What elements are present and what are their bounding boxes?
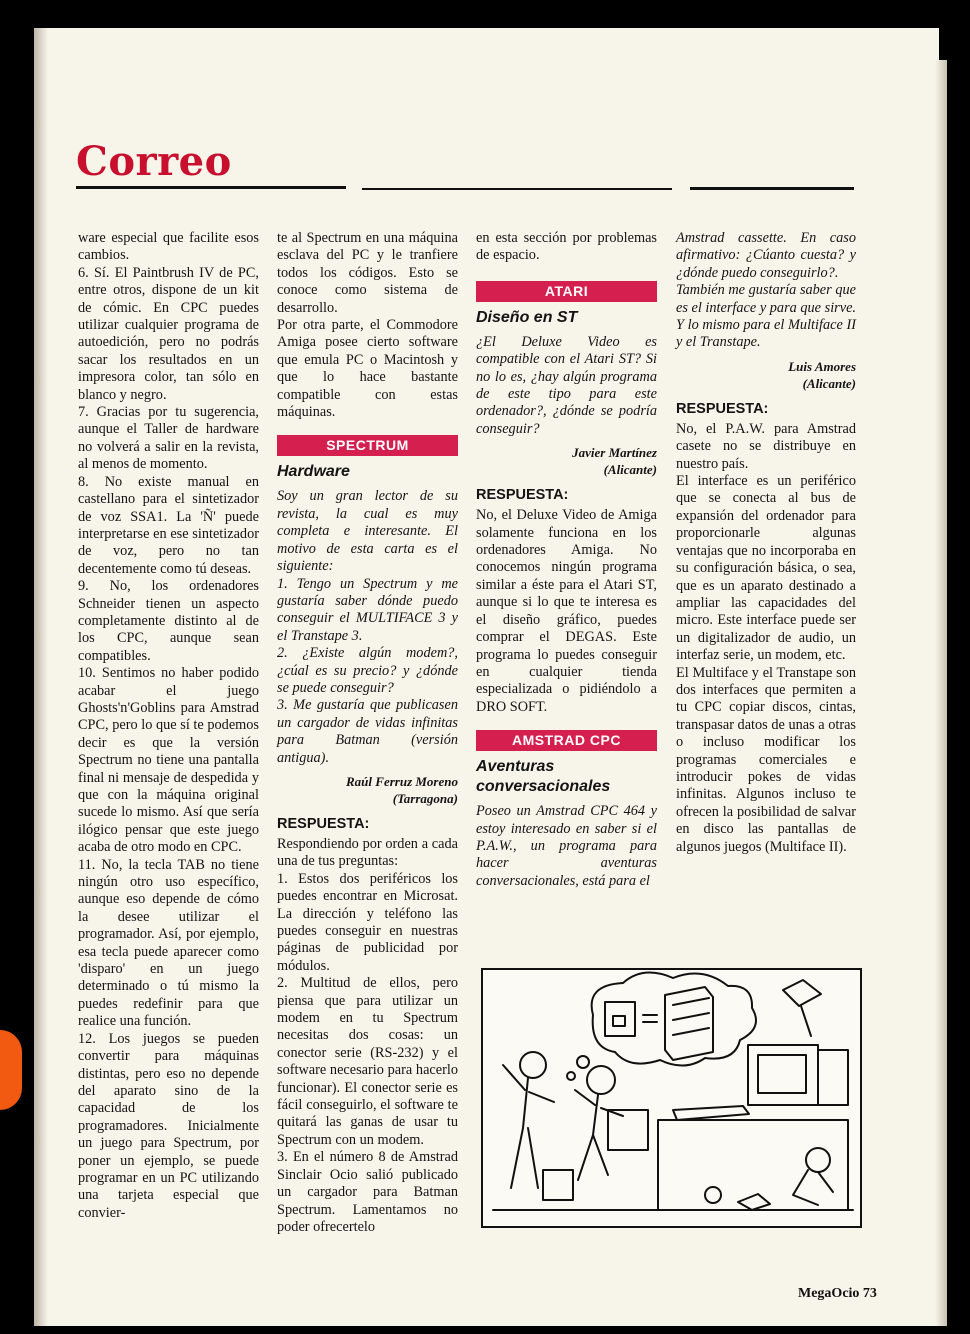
page-footer: MegaOcio 73 [798,1286,877,1301]
column-4 [676,230,856,856]
letter-paragraph: 2. ¿Existe algún modem?, ¿cúal es su precio? y ¿dónde se puede conseguir? [277,645,458,696]
orange-page-tab [0,1030,22,1110]
column-3 [476,230,657,890]
letter-signature [676,358,856,392]
small-monitor-icon [608,1110,648,1150]
paragraph: 6. Sí. El Paintbrush IV de PC, entre otros, dispone de un kit de cómic. En CPC puedes utilizar cualquier programa de autoedición, pero no podrás sacar los resultados en un impresora color, tan sólo en blanco y negro. [78,264,259,403]
boy-head [587,1066,615,1094]
paragraph: Respondiendo por orden a cada una de tus preguntas: [277,835,458,870]
paragraph: 2. Multitud de ellos, pero piensa que para utilizar un modem en tu Spectrum necesitas dos cosas: un conector serie (RS-232) y el software necesario para hacerlo funcionar). El conector serie es fácil conseguirlo, el software te quitará las ganas de usar tu Spectrum con un modem. [277,975,458,1148]
paragraph: 3. En el número 8 de Amstrad Sinclair Ocio salió publicado un cargador para Batman Spectrum. Lamentamos no poder ofrecertelo [277,1149,458,1235]
child-head [806,1148,830,1172]
paragraph: en esta sección por problemas de espacio. [476,230,657,264]
letter-paragraph: 1. Tengo un Spectrum y me gustaría saber dónde puedo conseguir el MULTIFACE 3 y el Transtape 3. [277,575,458,644]
paragraph: 11. No, la tecla TAB no tiene ningún otro uso específico, aunque eso depende de cómo la desee utilizar el programador. Así, por ejemplo, esa tecla puede aparecer como 'disparo' en un juego determinado o tú mismo la puedes redefinir para que realice una función. [78,856,259,1030]
paragraph: El Multiface y el Transtape son dos interfaces que permiten a tu CPC copiar discos, cintas, transpasar datos de unas a otras o incluso modificar los programas comerciales e introducir pokes de vidas infinitas. Algunos incluso te ofrecen la posibilidad de salvar en disco las pantallas de algunos juegos (Multiface II). [676,664,856,855]
paragraph: El interface es un periférico que se conecta al bus de expansión del ordenador para proporcionarle algunas ventajas que no incorporaba en su configuración básica, o sea, que es un aparato destinado a ampliar las capacidades del micro. Este interface puede ser un digitalizador de audio, un interfaz serie, un modem, etc. [676,473,856,664]
lamp-icon [783,980,821,1006]
paragraph: 9. No, los ordenadores Schneider tienen un aspecto completamente distinto al de los CPC, aunque sean compatibles. [78,578,259,664]
paragraph: 10. Sentimos no haber podido acabar el juego Ghosts'n'Goblins para Amstrad CPC, pero lo que sí te podemos decir es que la versión Spectrum no tiene una pantalla final ni mensaje de despedida y que con la máquina original sucede lo mismo. Así que sería ilógico pensar que este juego acaba de otro modo en CPC. [78,665,259,856]
paragraph: te al Spectrum en una máquina esclava del PC y le tranfiere todos los códigos. Esto se conoce como sistema de desarrollo. [277,230,458,316]
boy-body [575,1090,623,1180]
response-label: RESPUESTA: [277,815,370,832]
letter-paragraph: ¿El Deluxe Video es compatible con el Atari ST? Si no lo es, ¿hay algún programa de este tipo para este ordenador?, ¿dónde se podría conseguir? [476,333,657,437]
article-subtitle: Diseño en ST [476,308,578,326]
signature-place: (Tarragona) [392,790,458,806]
response-label: RESPUESTA: [676,400,769,417]
signature-place: (Alicante) [802,375,856,391]
paragraph: 7. Gracias por tu sugerencia, aunque el Taller de hardware no volverá a salir en la revista, al menos de momento. [78,404,259,473]
letter-signature [277,773,458,807]
child-body [793,1170,833,1205]
article-subtitle: Hardware [277,463,350,481]
man-head [520,1052,546,1078]
thought-dot [567,1072,575,1080]
paragraph: ware especial que facilite esos cambios. [78,230,259,264]
paragraph: 8. No existe manual en castellano para el sintetizador de voz SSA1. La 'Ñ' puede interpretarse en ese sintetizador de voz, pero no tan decentemente como tú deseas. [78,473,259,577]
paragraph: Por otra parte, el Commodore Amiga posee cierto software que emula PC o Macintosh y que lo hace bastante compatible con estas máquinas. [277,317,458,421]
column-2 [277,230,458,1236]
section-bar-amstrad: AMSTRAD CPC [476,730,657,751]
header-rule-right [690,187,854,190]
signature-place: (Alicante) [603,462,657,478]
cartoon-drawing [483,970,860,1226]
header-rule-left [76,186,346,189]
letter-paragraph: 3. Me gustaría que publicasen un cargador de vidas infinitas para Batman (versión antigua). [277,697,458,766]
header-rule-mid [362,188,672,190]
paragraph: No, el P.A.W. para Amstrad casete no se distribuye en nuestro país. [676,420,856,472]
letter-paragraph: Amstrad cassette. En caso afirmativo: ¿Cúanto cuesta? y ¿dónde puedo conseguirlo?. [676,230,856,281]
letter-paragraph: También me gustaría saber que es el interface y para que sirve. Y lo mismo para el Multiface II y el Transtape. [676,282,856,351]
section-bar-spectrum: SPECTRUM [277,435,458,456]
paragraph: No, el Deluxe Video de Amiga solamente funciona en los ordenadores Amiga. No conocemos ningún programa similar a éste para el Atari ST, aunque si lo que te interesa es el diseño gráfico, puedes comprar el DEGAS. Este programa lo puedes conseguir en cualquier tienda especializada o pidiéndolo a DRO SOFT. [476,507,657,715]
section-title: Correo [76,138,232,185]
signature-name: Javier Martínez [572,445,657,461]
toy-car [738,1194,770,1210]
floppy-disk-icon [605,1002,635,1036]
keyboard-icon [673,1106,749,1120]
response-label: RESPUESTA: [476,487,569,504]
signature-name: Luis Amores [788,358,856,374]
article-subtitle: Aventuras conversacionales [476,758,611,796]
signature-name: Raúl Ferruz Moreno [346,773,458,789]
toy-box [543,1170,573,1200]
paragraph: 1. Estos dos periféricos los puedes encontrar en Microsat. La dirección y teléfono las puedes conseguir en nuestras páginas de publicidad por módulos. [277,870,458,974]
page-edge-shadow [935,60,947,1326]
section-bar-atari: ATARI [476,281,657,302]
letter-paragraph: Soy un gran lector de su revista, la cual es muy completa e interesante. El motivo de esta carta es el siguiente: [277,488,458,575]
letter-paragraph: Poseo un Amstrad CPC 464 y estoy interesado en saber si el P.A.W., un programa para hacer aventuras conversacionales, está para el [476,803,657,889]
paragraph: 12. Los juegos se pueden convertir para máquinas distintas, pero eso no depende del aparato sino de la capacidad de los programadores. Inicialmente un juego para Spectrum, por poner un ejemplo, se puede programar en un PC utilizando una tarjeta especial que convier- [78,1030,259,1221]
letter-signature [476,444,657,478]
toy-ball [705,1187,721,1203]
page-spine-shadow [34,28,48,1326]
column-1 [78,230,259,1222]
thought-dot [577,1056,589,1068]
cartoon-illustration [481,968,862,1228]
